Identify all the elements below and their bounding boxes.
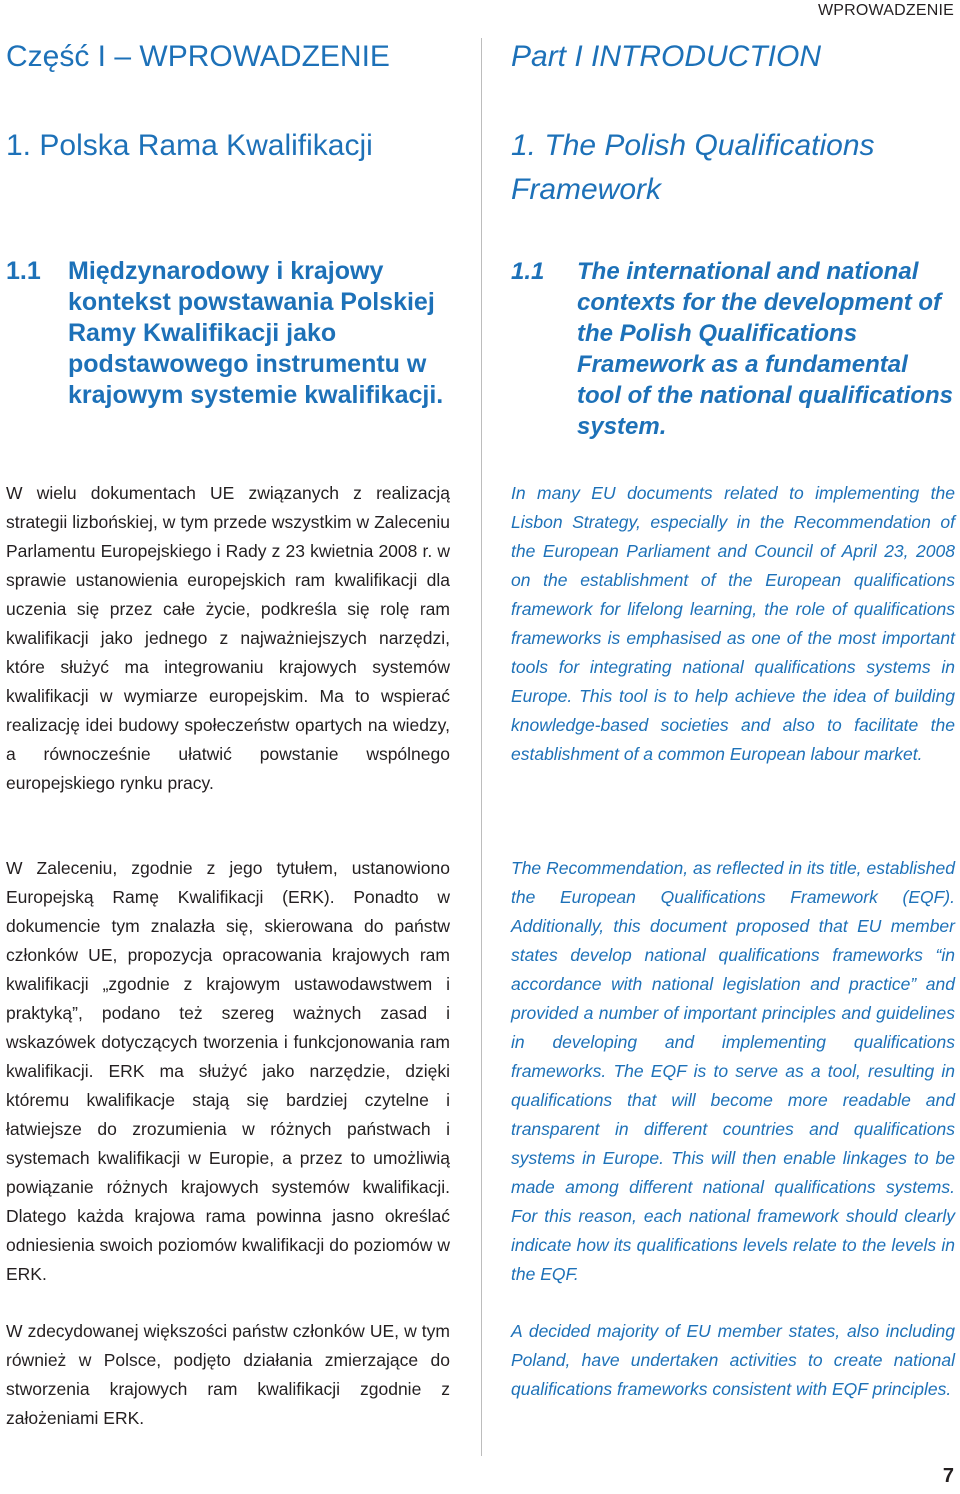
- paragraph-en-1: In many EU documents related to implementing the Lisbon Strategy, especially in the Recommendation of the European Parliament and Council of April 23, 2008 on the establishment of the European qualifications framework for lifelong learning, the role of qualifications frameworks is emphasised as one of the most important tools for integrating national qualifications systems in Europe. This tool is to help achieve the idea of building knowledge-based societies and also to facilitate the establishment of a common European labour market.: [511, 483, 955, 764]
- section-heading-en: [511, 256, 955, 442]
- column-divider: [481, 38, 482, 1456]
- chapter-title-en: [511, 124, 955, 212]
- chapter-title-pl: [6, 124, 373, 168]
- section-number-en: 1.1: [511, 258, 545, 285]
- part-title-en: Part I INTRODUCTION: [511, 40, 822, 73]
- part-title-pl: Część I – WPROWADZENIE: [6, 40, 390, 73]
- paragraph-pl-2: W Zaleceniu, zgodnie z jego tytułem, ustanowiono Europejską Ramę Kwalifikacji (ERK). Ponadto w dokumencie tym znalazła się, skierowana do państw członków UE, propozycja opracowania krajowych ram kwalifikacji „zgodnie z krajowym ustawodawstwem i praktyką”, podano też szereg ważnych zasad i wskazówek dotyczących tworzenia i funkcjonowania ram kwalifikacji. ERK ma służyć jako narzędzie, dzięki któremu kwalifikacje stają się bardziej czytelne i łatwiejsze do zrozumienia w różnych państwach i systemach kwalifikacji w Europie, a przez to umożliwią powiązanie różnych krajowych systemów kwalifikacji. Dlatego każda krajowa rama powinna jasno określać odniesienia swoich poziomów kwalifikacji do poziomów w ERK.: [6, 858, 450, 1284]
- section-number-pl: 1.1: [6, 257, 41, 285]
- running-header: WPROWADZENIE: [817, 2, 954, 19]
- paragraph-pl-3: W zdecydowanej większości państw członków UE, w tym również w Polsce, podjęto działania zmierzające do stworzenia krajowych ram kwalifikacji zgodnie z założeniami ERK.: [6, 1321, 450, 1428]
- chapter-text-en: The Polish Qualifications Framework: [511, 129, 875, 206]
- paragraph-en-3: A decided majority of EU member states, also including Poland, have undertaken activities to create national qualifications frameworks consistent with EQF principles.: [511, 1321, 955, 1399]
- section-heading-pl: [6, 256, 450, 411]
- chapter-text-pl: Polska Rama Kwalifikacji: [39, 129, 373, 162]
- paragraph-pl-1: W wielu dokumentach UE związanych z realizacją strategii lizbońskiej, w tym przede wszystkim w Zaleceniu Parlamentu Europejskiego i Rady z 23 kwietnia 2008 r. w sprawie ustanowienia europejskich ram kwalifikacji dla uczenia się przez całe życie, podkreśla się rolę ram kwalifikacji jako jednego z najważniejszych narzędzi, które służyć ma integrowaniu krajowych systemów kwalifikacji w wymiarze europejskim. Ma to wspierać realizację idei budowy społeczeństw opartych na wiedzy, a równocześnie ułatwić powstanie wspólnego europejskiego rynku pracy.: [6, 483, 450, 793]
- page-number: 7: [942, 1465, 954, 1487]
- chapter-number-pl: 1.: [6, 129, 32, 162]
- section-text-en: The international and national contexts for the development of the Polish Qualifications Framework as a fundamental tool of the national qualifications system.: [577, 258, 953, 440]
- paragraph-en-2: The Recommendation, as reflected in its title, established the European Qualifications Framework (EQF). Additionally, this document proposed that EU member states develop national qualifications frameworks “in accordance with national legislation and practice” and provided a number of important principles and guidelines in developing and implementing qualifications frameworks. The EQF is to serve as a tool, resulting in qualifications that will become more readable and transparent in different countries and qualifications systems in Europe. This will then enable linkages to be made among different national qualifications systems. For this reason, each national framework should clearly indicate how its qualifications levels relate to the levels in the EQF.: [511, 858, 955, 1284]
- section-text-pl: Międzynarodowy i krajowy kontekst powstawania Polskiej Ramy Kwalifikacji jako podstawowego instrumentu w krajowym systemie kwalifikacji.: [68, 257, 444, 409]
- chapter-number-en: 1.: [511, 129, 537, 162]
